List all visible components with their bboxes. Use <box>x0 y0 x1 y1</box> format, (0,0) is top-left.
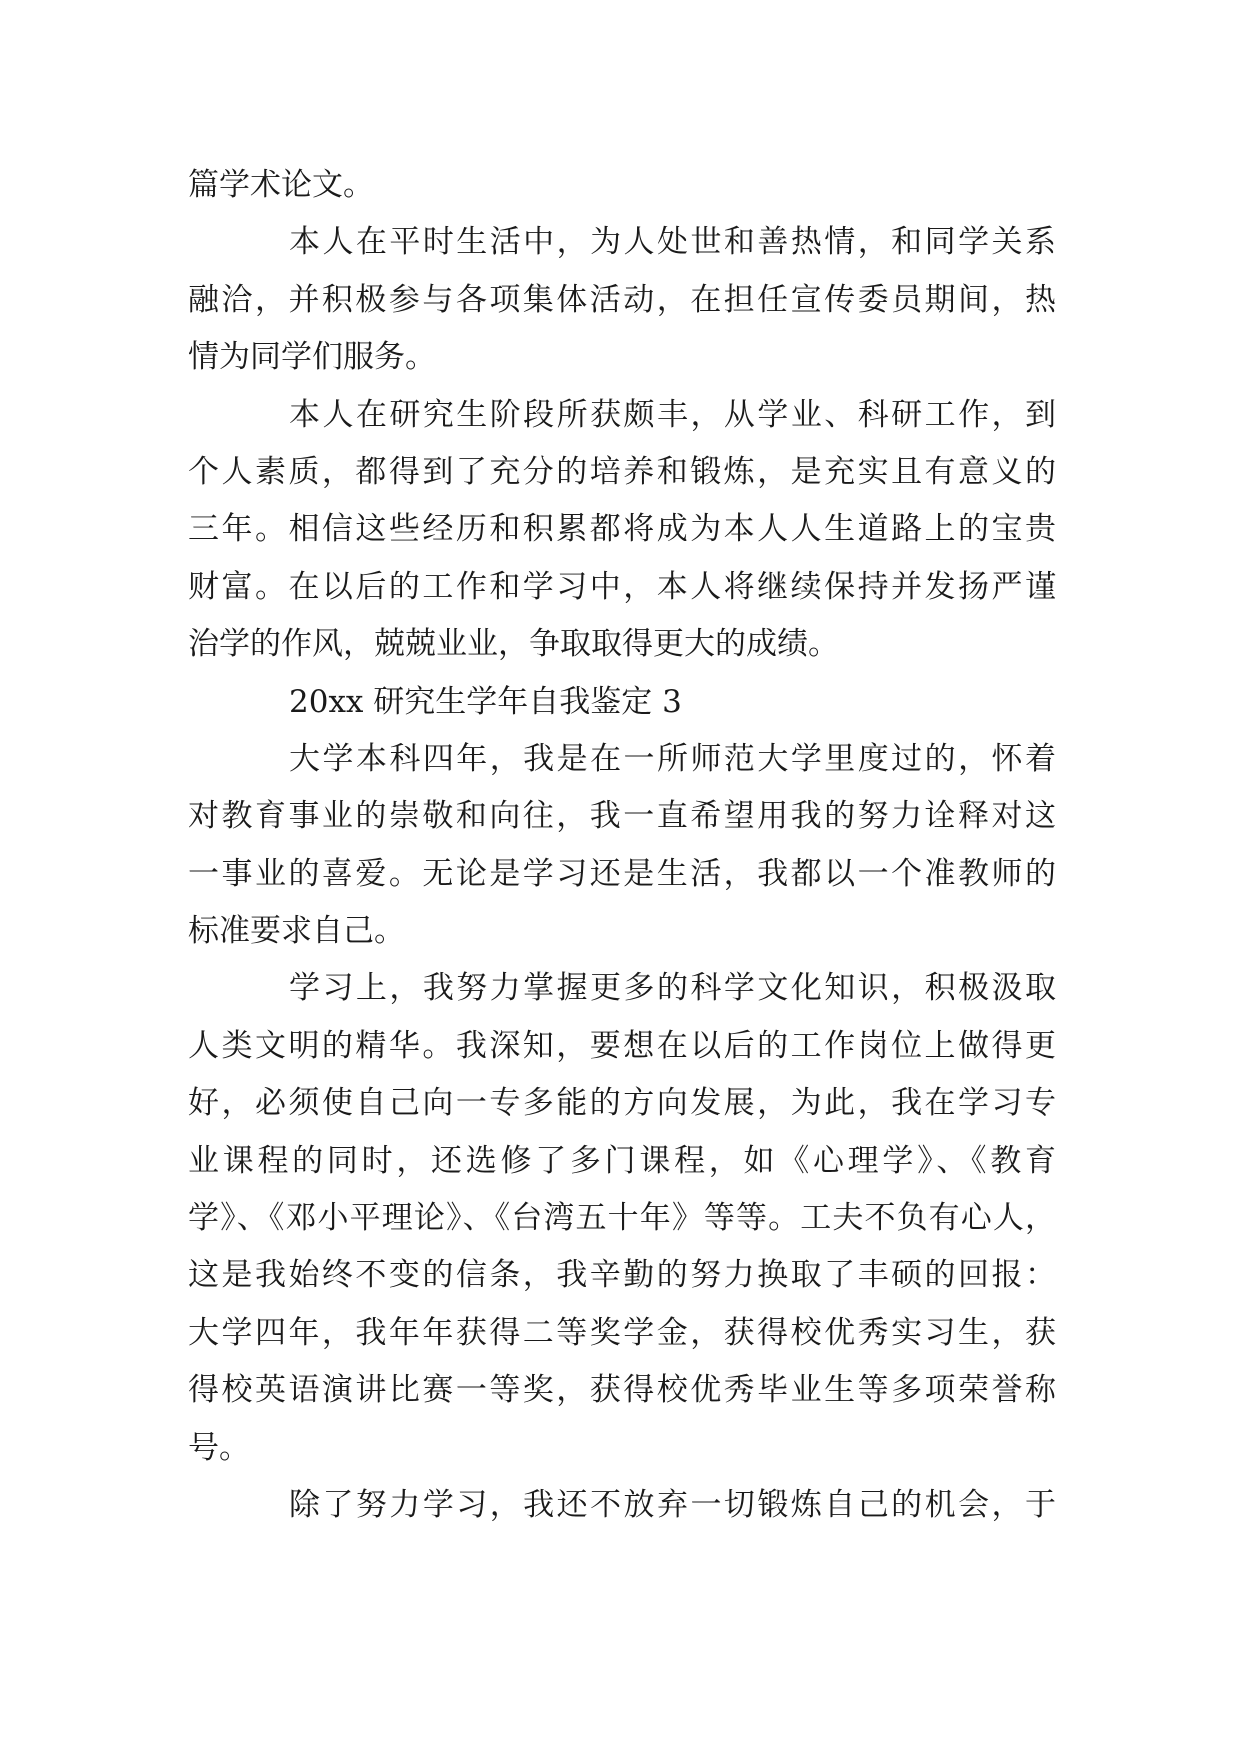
text-line: 本人在平时生活中，为人处世和善热情，和同学关系 <box>289 224 1056 261</box>
text-line: 学》、《邓小平理论》、《台湾五十年》等等。工夫不负有心人， <box>188 1200 1056 1237</box>
text-line: 大学四年，我年年获得二等奖学金，获得校优秀实习生，获 <box>188 1314 1056 1351</box>
text-line: 对教育事业的崇敬和向往，我一直希望用我的努力诠释对这 <box>188 798 1056 835</box>
text-line: 本人在研究生阶段所获颇丰，从学业、科研工作，到 <box>289 396 1056 433</box>
text-line: 这是我始终不变的信条，我辛勤的努力换取了丰硕的回报： <box>188 1257 1056 1294</box>
text-line: 标准要求自己。 <box>188 913 405 950</box>
text-line: 学习上，我努力掌握更多的科学文化知识，积极汲取 <box>289 970 1056 1007</box>
text-line: 情为同学们服务。 <box>188 339 436 376</box>
text-line: 财富。在以后的工作和学习中，本人将继续保持并发扬严谨 <box>188 568 1056 605</box>
document-body <box>188 157 1056 1534</box>
text-line: 大学本科四年，我是在一所师范大学里度过的，怀着 <box>289 740 1056 777</box>
text-line: 一事业的喜爱。无论是学习还是生活，我都以一个准教师的 <box>188 855 1056 892</box>
text-line: 融洽，并积极参与各项集体活动，在担任宣传委员期间，热 <box>188 281 1056 318</box>
text-line: 号。 <box>188 1429 250 1466</box>
text-line: 人类文明的精华。我深知，要想在以后的工作岗位上做得更 <box>188 1027 1056 1064</box>
text-line: 个人素质，都得到了充分的培养和锻炼，是充实且有意义的 <box>188 453 1056 490</box>
text-line: 篇学术论文。 <box>188 167 374 203</box>
text-line: 三年。相信这些经历和积累都将成为本人人生道路上的宝贵 <box>188 511 1056 548</box>
text-line: 治学的作风，兢兢业业，争取取得更大的成绩。 <box>188 626 839 663</box>
text-line: 好，必须使自己向一专多能的方向发展，为此，我在学习专 <box>188 1085 1056 1122</box>
text-line: 得校英语演讲比赛一等奖，获得校优秀毕业生等多项荣誉称 <box>188 1372 1056 1409</box>
text-line: 业课程的同时，还选修了多门课程，如《心理学》、《教育 <box>188 1142 1056 1179</box>
text-line: 除了努力学习，我还不放弃一切锻炼自己的机会，于 <box>289 1486 1056 1523</box>
section-heading: 20xx 研究生学年自我鉴定 3 <box>289 683 682 720</box>
